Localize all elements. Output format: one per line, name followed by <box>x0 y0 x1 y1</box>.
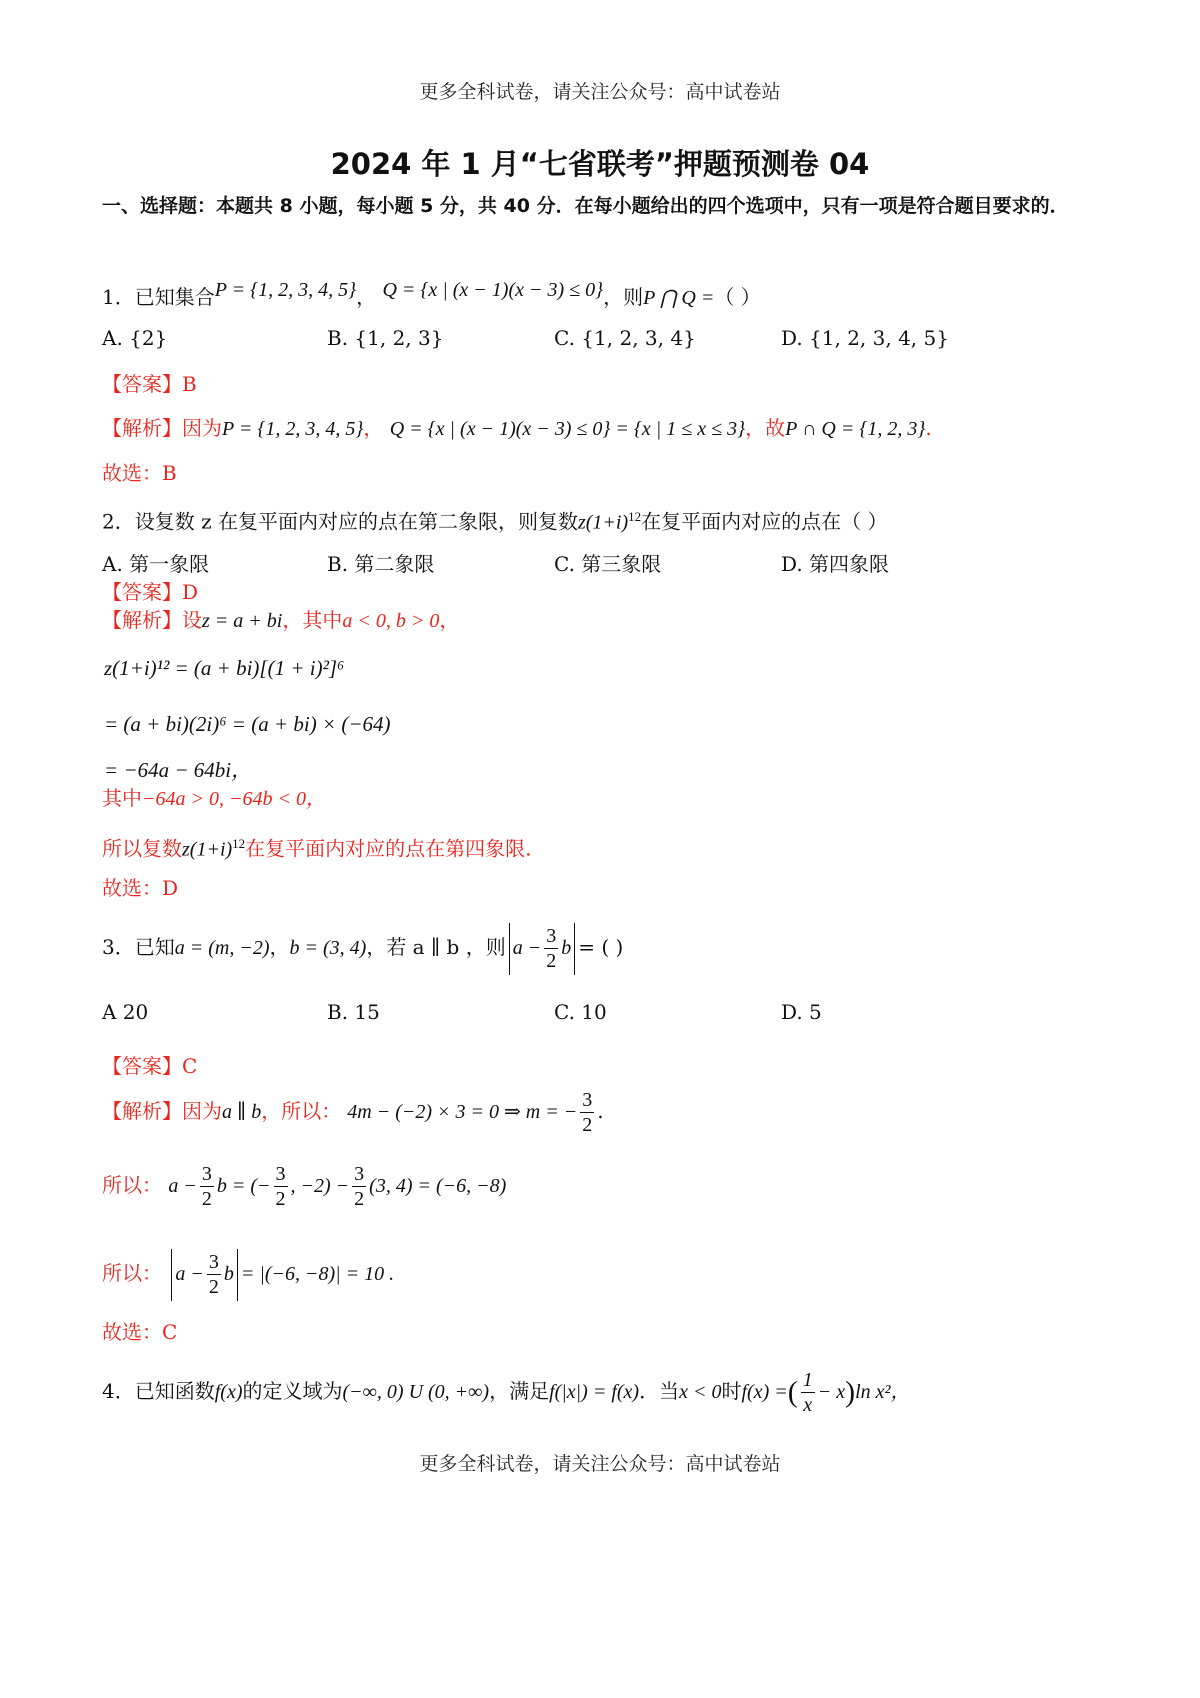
q2-option-a[interactable]: A. 第一象限 <box>102 552 210 576</box>
question-1: 1．已知集合P = {1, 2, 3, 4, 5}， Q = {x | (x − 1)(x − 3) ≤ 0}，则P ⋂ Q =（ ） <box>102 279 761 309</box>
q2-conclusion: 所以复数$z(1+i)^{12}$在复平面内对应的点在第四象限. <box>102 836 532 861</box>
q3-choose: 故选：C <box>102 1320 178 1344</box>
q2-answer: 【答案】D <box>102 580 199 604</box>
q2-step-1: z(1+i)¹² = (a + bi)[(1 + i)²]⁶ <box>104 656 345 680</box>
question-2: 2．设复数 z 在复平面内对应的点在第二象限，则复数$z(1+i)^{12}$在复平面内对应的点在（ ） <box>102 509 888 534</box>
q3-option-d[interactable]: D. 5 <box>781 1000 822 1024</box>
q1-option-c[interactable]: C. {1, 2, 3, 4} <box>554 326 696 350</box>
q3-option-a[interactable]: A 20 <box>102 1000 149 1024</box>
q2-step-3: = −64a − 64bi， <box>104 758 253 782</box>
page-footer: 更多全科试卷，请关注公众号：高中试卷站 <box>419 1453 781 1475</box>
q2-step-2: = (a + bi)(2i)⁶ = (a + bi) × (−64) <box>104 712 391 736</box>
q2-step-4: 其中−64a > 0, −64b < 0， <box>102 786 326 810</box>
q3-option-b[interactable]: B. 15 <box>327 1000 380 1024</box>
question-4: 4．已知函数f(x)的定义域为(−∞, 0) U (0, +∞)，满足f(|x|) = f(x)．当x < 0时f(x) =( $\frac{1}{x}$ − x)ln x²， <box>102 1369 911 1416</box>
q3-analysis: 【解析】因为a ∥ b，所以： 4m − (−2) × 3 = 0 ⇒ m = − $\frac{3}{2}$ . <box>102 1089 604 1136</box>
page-header: 更多全科试卷，请关注公众号：高中试卷站 <box>419 81 781 103</box>
set-p: P = {1, 2, 3, 4, 5} <box>214 279 357 301</box>
q1-analysis: 【解析】因为P = {1, 2, 3, 4, 5}， Q = {x | (x − 1)(x − 3) ≤ 0} = {x | 1 ≤ x ≤ 3}，故P ∩ Q = {1, 2, 3}. <box>102 416 932 440</box>
q3-step-2: 所以： a − $\frac{3}{2}$ b = |(−6, −8)| = 10 . <box>102 1244 1110 1302</box>
q3-answer: 【答案】C <box>102 1054 198 1078</box>
q2-choose: 故选：D <box>102 876 179 900</box>
q3-step-1: 所以： a − $\frac{3}{2}$ b = (− $\frac{3}{2}$ , −2) − $\frac{3}{2}$ (3, 4) = (−6, −8) <box>102 1163 507 1210</box>
q1-choose: 故选：B <box>102 461 177 485</box>
q1-option-b[interactable]: B. {1, 2, 3} <box>327 326 444 350</box>
page-title: 2024 年 1 月“七省联考”押题预测卷 04 <box>330 147 870 181</box>
set-q: Q = {x | (x − 1)(x − 3) ≤ 0} <box>382 279 604 301</box>
q3-option-c[interactable]: C. 10 <box>554 1000 607 1024</box>
q2-option-c[interactable]: C. 第三象限 <box>554 552 662 576</box>
q1-option-d[interactable]: D. {1, 2, 3, 4, 5} <box>781 326 949 350</box>
q1-answer: 【答案】B <box>102 372 197 396</box>
q2-option-d[interactable]: D. 第四象限 <box>781 552 890 576</box>
section-heading: 一、选择题：本题共 8 小题，每小题 5 分，共 40 分．在每小题给出的四个选项中，只有一项是符合题目要求的． <box>102 195 1069 217</box>
q2-option-b[interactable]: B. 第二象限 <box>327 552 435 576</box>
q2-analysis: 【解析】设z = a + bi，其中a < 0, b > 0， <box>102 608 460 632</box>
q1-option-a[interactable]: A. {2} <box>102 326 168 350</box>
question-3: 3．已知a = (m, −2)，b = (3, 4)，若 a ∥ b ，则 a − $\frac{3}{2}$ b = ( ) <box>102 918 1110 976</box>
